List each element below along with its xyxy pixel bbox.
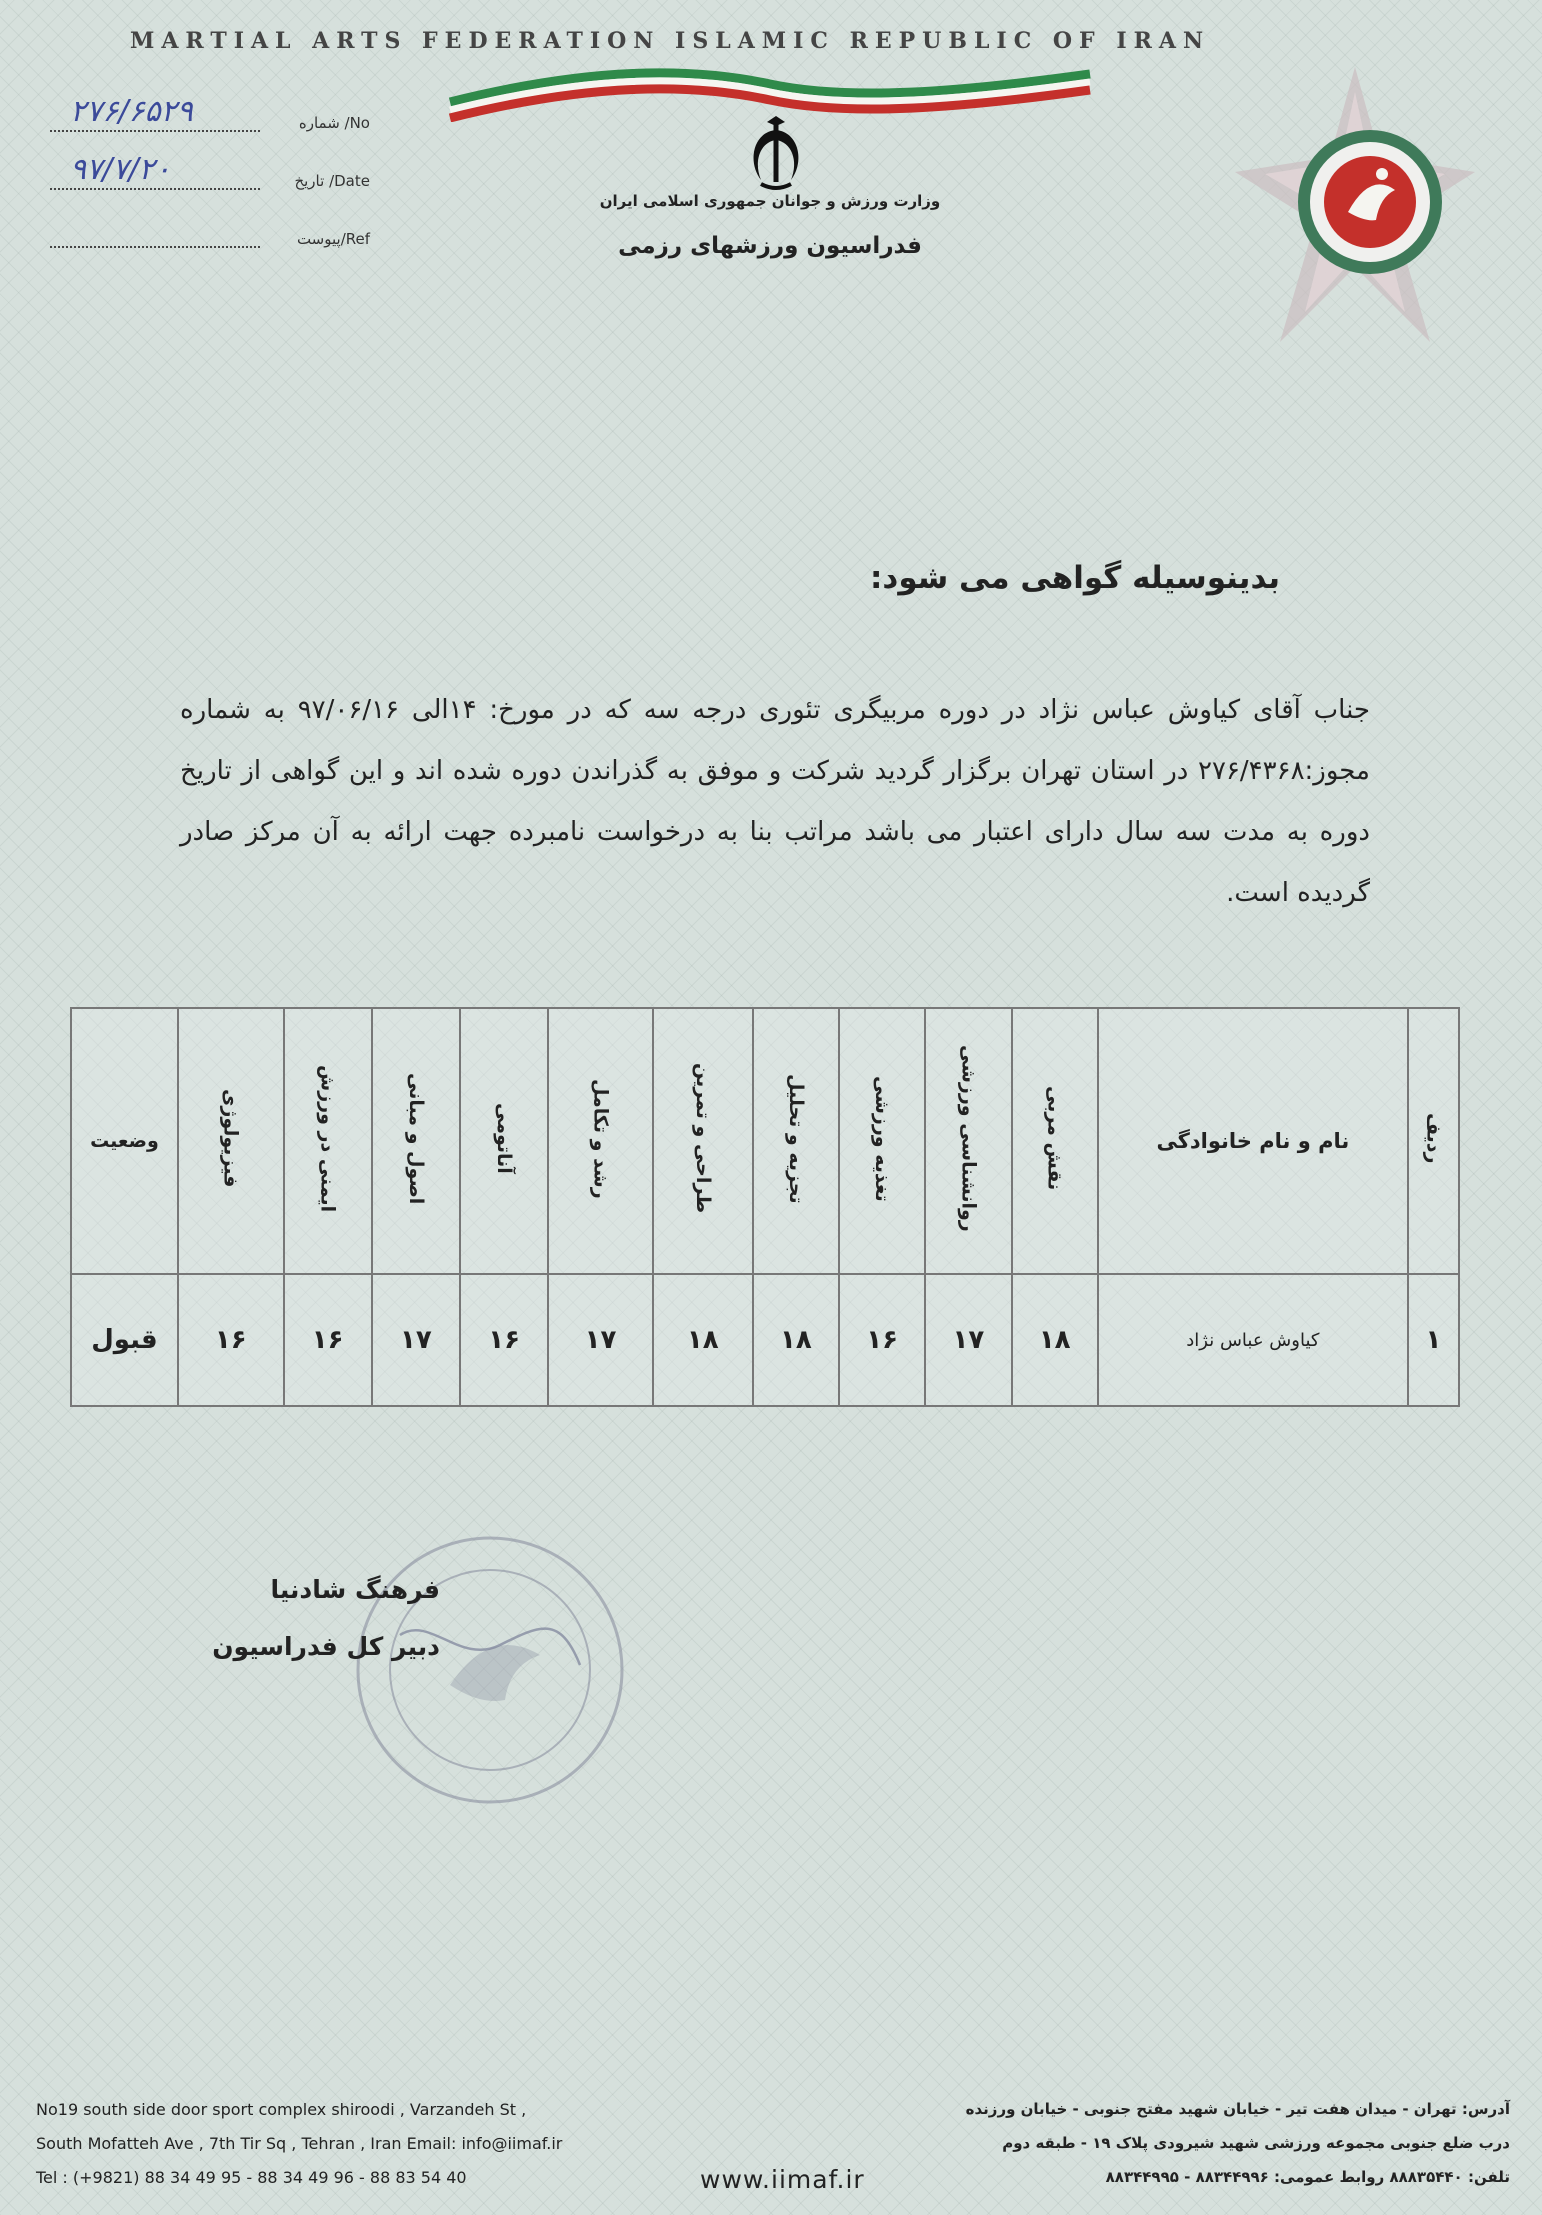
- col-analysis: تجزیه و تحلیل: [753, 1008, 839, 1274]
- certificate-heading: بدینوسیله گواهی می شود:: [870, 560, 1280, 596]
- federation-name: فدراسیون ورزشهای رزمی: [618, 233, 922, 259]
- letter-number-value: ۲۷۶/۶۵۲۹: [70, 94, 193, 129]
- letter-date-field: [50, 152, 370, 198]
- iran-emblem-icon: [735, 112, 817, 192]
- cell-coach-role: ۱۸: [1012, 1274, 1098, 1406]
- ministry-name: وزارت ورزش و جوانان جمهوری اسلامی ایران: [599, 192, 941, 210]
- federation-emblem-icon: [1230, 62, 1480, 352]
- footer-address-fa-1: آدرس: تهران - میدان هفت تیر - خیابان شهید مفتح جنوبی - خیابان ورزنده: [965, 2100, 1510, 2118]
- cell-physiology: ۱۶: [178, 1274, 284, 1406]
- col-growth-development: رشد و تکامل: [548, 1008, 653, 1274]
- col-principles: اصول و مبانی: [372, 1008, 460, 1274]
- cell-sport-nutrition: ۱۶: [839, 1274, 925, 1406]
- cell-analysis: ۱۸: [753, 1274, 839, 1406]
- col-sport-nutrition: تغذیه ورزشی: [839, 1008, 925, 1274]
- cell-sport-safety: ۱۶: [284, 1274, 372, 1406]
- cell-status: قبول: [71, 1274, 178, 1406]
- table-row: [71, 1274, 1459, 1406]
- footer-phone-en: Tel : (+9821) 88 34 49 95 - 88 34 49 96 - 88 83 54 40: [36, 2168, 467, 2187]
- letter-date-value: ۹۷/۷/۲۰: [70, 152, 171, 187]
- col-coach-role: نقش مربی: [1012, 1008, 1098, 1274]
- col-physiology: فیزیولوژی: [178, 1008, 284, 1274]
- col-training-design: طراحی و تمرین: [653, 1008, 753, 1274]
- footer-address-en-2: South Mofatteh Ave , 7th Tir Sq , Tehran , Iran Email: info@iimaf.ir: [36, 2134, 563, 2153]
- letter-number-field: [50, 94, 370, 140]
- cell-row-number: ۱: [1408, 1274, 1459, 1406]
- letter-number-label: شماره /No: [298, 114, 370, 132]
- col-sport-psychology: روانشناسی ورزشی: [925, 1008, 1011, 1274]
- cell-full-name: کیاوش عباس نژاد: [1098, 1274, 1408, 1406]
- cell-growth-development: ۱۷: [548, 1274, 653, 1406]
- col-anatomy: آناتومی: [460, 1008, 548, 1274]
- certificate-body: جناب آقای کیاوش عباس نژاد در دوره مربیگری تئوری درجه سه که در مورخ: ۱۴الی ۹۷/۰۶/۱۶ به شماره مجوز:۲۷۶/۴۳۶۸ در استان تهران برگزار گردید شرکت و موفق به گذراندن دوره شده اند و این گواهی از تاریخ دوره به مدت سه سال دارای اعتبار می باشد مراتب بنا به درخواست نامبرده جهت ارائه به آن مرکز صادر گردیده است.: [180, 695, 1370, 908]
- header-latin-title: MARTIAL ARTS FEDERATION ISLAMIC REPUBLIC OF IRAN: [130, 28, 1211, 54]
- cell-training-design: ۱۸: [653, 1274, 753, 1406]
- signatory-title: دبیر کل فدراسیون: [212, 1632, 440, 1661]
- col-full-name: نام و نام خانوادگی: [1098, 1008, 1408, 1274]
- letter-ref-label: پیوست/Ref: [296, 230, 370, 248]
- cell-principles: ۱۷: [372, 1274, 460, 1406]
- col-sport-safety: ایمنی در ورزش: [284, 1008, 372, 1274]
- footer-address-fa-2: درب ضلع جنوبی مجموعه ورزشی شهید شیرودی پلاک ۱۹ - طبقه دوم: [1002, 2134, 1510, 2152]
- footer-website[interactable]: www.iimaf.ir: [700, 2165, 865, 2194]
- table-header-row: [71, 1008, 1459, 1274]
- letter-ref-field: [50, 226, 370, 256]
- col-row-number: ردیف: [1408, 1008, 1459, 1274]
- col-status: وضعیت: [71, 1008, 178, 1274]
- federation-stamp-icon: [340, 1525, 640, 1815]
- footer-phone-fa: تلفن: ۸۸۸۳۵۴۴۰ روابط عمومی: ۸۸۳۴۴۹۹۶ - ۸۸۳۴۴۹۹۵: [1105, 2168, 1510, 2186]
- signatory-name: فرهنگ شادنیا: [270, 1575, 440, 1604]
- footer-address-en-1: No19 south side door sport complex shiroodi , Varzandeh St ,: [36, 2100, 527, 2119]
- letter-date-label: تاریخ /Date: [294, 172, 370, 190]
- cell-sport-psychology: ۱۷: [925, 1274, 1011, 1406]
- grades-table: [70, 1007, 1460, 1407]
- cell-anatomy: ۱۶: [460, 1274, 548, 1406]
